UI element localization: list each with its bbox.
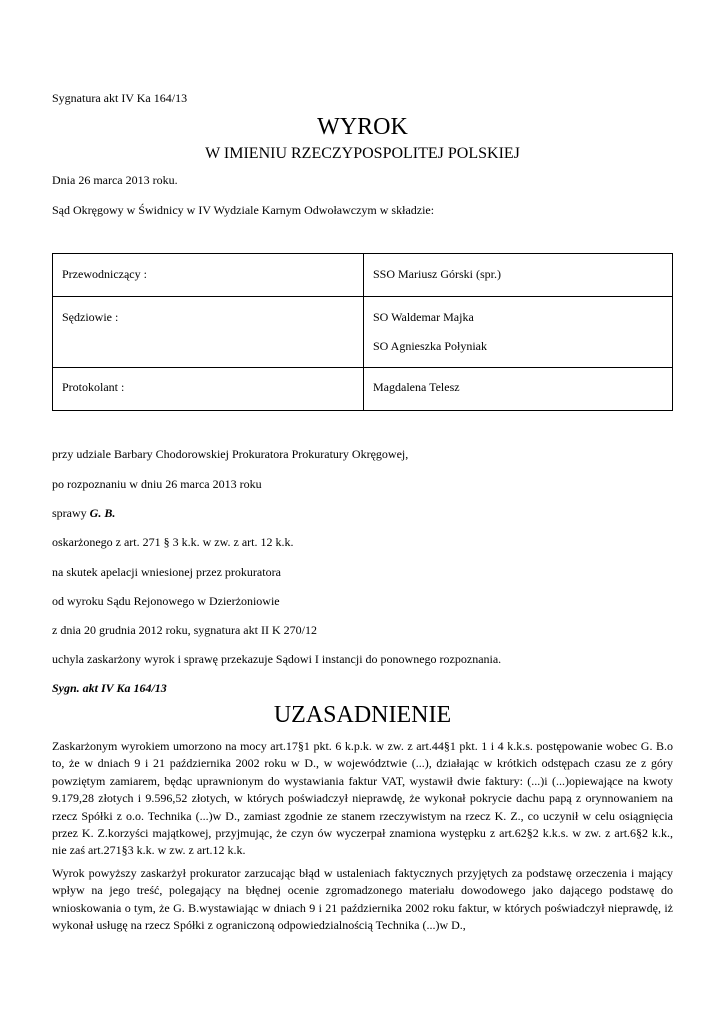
case-signature: Sygnatura akt IV Ka 164/13 — [52, 91, 188, 105]
verdict-case — [52, 506, 115, 521]
justification-paragraph: Wyrok powyższy zaskarżył prokurator zarzucając błąd w ustaleniach faktycznych przyjętych za podstawę orzeczenia i mający wpływ na jego treść, polegający na błędnej ocenie zgromadzonego materiału dowodowego jako dającego podstawę do wnioskowania o tym, że G. B.wystawiając w dniach 9 i 21 października 2002 roku faktur, w których poświadczył nieprawdę, iż wykonał usługę na rzecz Spółki z ograniczoną odpowiedzialnością Technika (...)w D., — [52, 866, 673, 933]
verdict-title: WYROK — [317, 114, 408, 140]
composition-name: SO Waldemar Majka — [373, 310, 474, 324]
composition-row-judges — [53, 297, 673, 368]
court-composition-table — [52, 253, 673, 411]
verdict-subtitle: W IMIENIU RZECZYPOSPOLITEJ POLSKIEJ — [205, 145, 520, 162]
verdict-hearing: po rozpoznaniu w dniu 26 marca 2013 roku — [52, 477, 262, 491]
court-composition-intro: Sąd Okręgowy w Świdnicy w IV Wydziale Karnym Odwoławczym w składzie: — [52, 203, 435, 217]
verdict-appeal: na skutek apelacji wniesionej przez prokuratora — [52, 565, 281, 579]
verdict-prosecutor: przy udziale Barbary Chodorowskiej Prokuratora Prokuratury Okręgowej, — [52, 447, 409, 461]
composition-name: Magdalena Telesz — [364, 368, 673, 411]
verdict-case-prefix: sprawy — [52, 506, 90, 520]
composition-name: SSO Mariusz Górski (spr.) — [364, 254, 673, 297]
composition-role: Przewodniczący : — [53, 254, 364, 297]
composition-names — [364, 297, 673, 368]
composition-name: SO Agnieszka Połyniak — [373, 339, 487, 353]
justification-signature: Sygn. akt IV Ka 164/13 — [52, 681, 167, 695]
composition-row-clerk — [53, 368, 673, 411]
justification-paragraph: Zaskarżonym wyrokiem umorzono na mocy art.17§1 pkt. 6 k.p.k. w zw. z art.44§1 pkt. 1 i 4 k.k.s. postępowanie wobec G. B.o to, że w dniach 9 i 21 października 2002 roku w D., w województwie (...), działając w krótkich odstępach czasu ze z góry powziętym zamiarem, będąc uprawnionym do wystawiania faktur VAT, wystawił dwie faktury: (...)i (...)opiewające na kwoty 9.179,28 złotych i 9.596,52 złotych, w których poświadczył nieprawdę, że wykonał pokrycie dachu papą z orynnowaniem na rzecz Spółki z o.o. Technika (...)w D., zamiast zgodnie ze stanem rzeczywistym na rzecz K. Z., co uczynił w celu osiągnięcia przez K. Z.korzyści majątkowej, przyjmując, że czyn ów wyczerpał znamiona występku z art.62§2 k.k.s. w zw. z art.6§2 k.k., nie zaś art.271§3 k.k. w zw. z art.12 k.k. — [52, 739, 673, 858]
verdict-charge: oskarżonego z art. 271 § 3 k.k. w zw. z art. 12 k.k. — [52, 535, 294, 549]
verdict-date: Dnia 26 marca 2013 roku. — [52, 173, 178, 187]
verdict-lower-court: od wyroku Sądu Rejonowego w Dzierżoniowie — [52, 594, 280, 608]
verdict-decision: uchyla zaskarżony wyrok i sprawę przekazuje Sądowi I instancji do ponownego rozpoznania. — [52, 652, 502, 666]
verdict-lower-court-date: z dnia 20 grudnia 2012 roku, sygnatura akt II K 270/12 — [52, 623, 317, 637]
defendant-name: G. B. — [89, 506, 116, 520]
composition-row-presiding — [53, 254, 673, 297]
composition-role: Sędziowie : — [53, 297, 364, 368]
composition-role: Protokolant : — [53, 368, 364, 411]
justification-title: UZASADNIENIE — [273, 702, 452, 728]
